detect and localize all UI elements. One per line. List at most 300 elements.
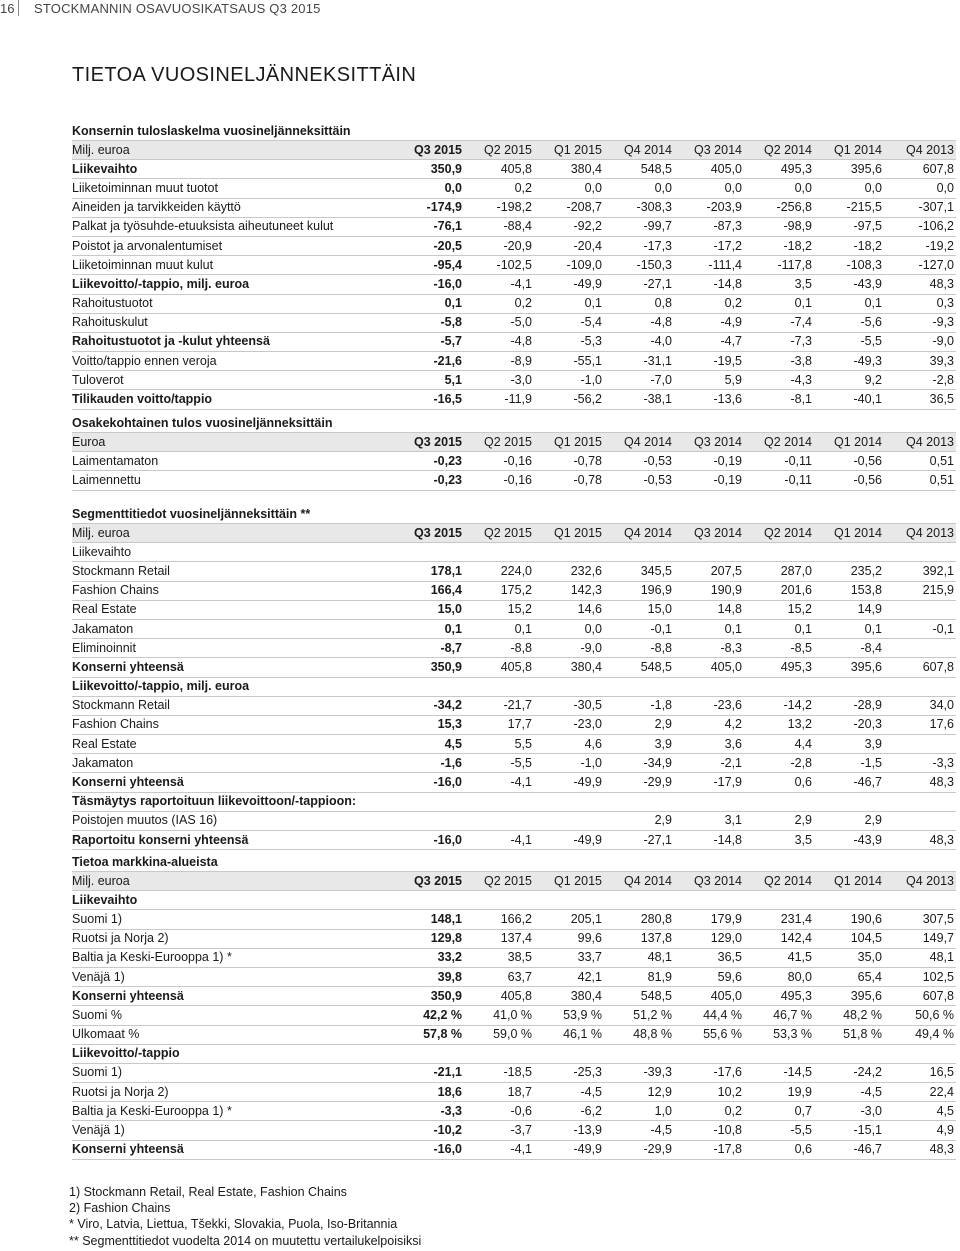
table-cell <box>534 891 604 910</box>
table-row <box>72 1140 956 1159</box>
section-title-income-statement: Konsernin tuloslaskelma vuosineljänneksittäin <box>72 124 351 138</box>
table-cell: -43,9 <box>814 275 884 294</box>
table-cell: 190,9 <box>674 581 744 600</box>
table-cell: 33,2 <box>386 948 464 967</box>
column-header: Q3 2014 <box>674 433 744 452</box>
table-row <box>72 352 956 371</box>
table-cell <box>884 735 956 754</box>
footnote-4: ** Segmenttitiedot vuodelta 2014 on muutettu vertailukelpoisiksi <box>69 1233 422 1248</box>
table-cell: -4,1 <box>464 773 534 792</box>
column-header: Q4 2013 <box>884 141 956 160</box>
table-cell: -39,3 <box>604 1063 674 1082</box>
table-row <box>72 294 956 313</box>
table-cell: 148,1 <box>386 910 464 929</box>
table-cell: 0,2 <box>464 294 534 313</box>
table-row <box>72 929 956 948</box>
column-header: Q1 2014 <box>814 524 884 543</box>
table-cell: -46,7 <box>814 773 884 792</box>
table-cell: 48,3 <box>884 831 956 850</box>
table-cell: 0,6 <box>744 773 814 792</box>
page-title: TIETOA VUOSINELJÄNNEKSITTÄIN <box>72 64 417 86</box>
table-cell <box>814 891 884 910</box>
table-cell <box>386 677 464 696</box>
table-cell: 178,1 <box>386 562 464 581</box>
table-cell <box>386 543 464 562</box>
table-cell: 607,8 <box>884 160 956 179</box>
column-header: Q3 2015 <box>386 141 464 160</box>
table-cell: -98,9 <box>744 217 814 236</box>
table-cell: 0,1 <box>814 619 884 638</box>
table-cell: -5,5 <box>464 754 534 773</box>
table-cell: 205,1 <box>534 910 604 929</box>
row-label: Venäjä 1) <box>72 967 386 986</box>
table-cell: 232,6 <box>534 562 604 581</box>
table-cell: -8,4 <box>814 639 884 658</box>
row-label: Konserni yhteensä <box>72 658 386 677</box>
table-cell <box>604 1044 674 1063</box>
row-label: Rahoitustuotot ja -kulut yhteensä <box>72 332 386 351</box>
table-cell: 2,9 <box>744 811 814 830</box>
table-cell: -198,2 <box>464 198 534 217</box>
table-cell: 50,6 % <box>884 1006 956 1025</box>
table-cell: 80,0 <box>744 967 814 986</box>
table-cell: 5,5 <box>464 735 534 754</box>
table-cell: 405,8 <box>464 987 534 1006</box>
table-cell <box>744 792 814 811</box>
table-cell: -7,0 <box>604 371 674 390</box>
table-cell: -5,8 <box>386 313 464 332</box>
table-cell: 395,6 <box>814 658 884 677</box>
row-label: Eliminoinnit <box>72 639 386 658</box>
row-label: Liikevoitto/-tappio, milj. euroa <box>72 275 386 294</box>
table-cell: -307,1 <box>884 198 956 217</box>
table-cell: 18,6 <box>386 1083 464 1102</box>
table-cell: -27,1 <box>604 831 674 850</box>
table-row <box>72 987 956 1006</box>
table-cell: -88,4 <box>464 217 534 236</box>
table-cell <box>814 792 884 811</box>
table-cell <box>604 677 674 696</box>
table-cell: -4,5 <box>534 1083 604 1102</box>
table-cell: -3,0 <box>464 371 534 390</box>
table-cell: 137,8 <box>604 929 674 948</box>
column-header: Q3 2015 <box>386 524 464 543</box>
table-row <box>72 1006 956 1025</box>
table-cell: 0,0 <box>744 179 814 198</box>
table-cell: 81,9 <box>604 967 674 986</box>
table-cell: 0,0 <box>814 179 884 198</box>
table-cell: 102,5 <box>884 967 956 986</box>
column-header: Q2 2014 <box>744 872 814 891</box>
table-row <box>72 160 956 179</box>
table-cell <box>464 891 534 910</box>
table-cell: -40,1 <box>814 390 884 409</box>
row-label: Fashion Chains <box>72 581 386 600</box>
table-row <box>72 371 956 390</box>
table-header-row <box>72 524 956 543</box>
table-cell: 129,0 <box>674 929 744 948</box>
table-cell <box>464 1044 534 1063</box>
row-label: Ruotsi ja Norja 2) <box>72 1083 386 1102</box>
table-row <box>72 831 956 850</box>
table-cell: 4,9 <box>884 1121 956 1140</box>
table-cell: 142,4 <box>744 929 814 948</box>
table-cell: -15,1 <box>814 1121 884 1140</box>
table-cell <box>884 639 956 658</box>
row-label: Milj. euroa <box>72 141 386 160</box>
page-header <box>0 0 960 24</box>
table-row <box>72 1025 956 1044</box>
table-cell <box>604 891 674 910</box>
table-cell: 345,5 <box>604 562 674 581</box>
table-cell: -20,5 <box>386 236 464 255</box>
table-cell: -17,2 <box>674 236 744 255</box>
column-header: Q4 2014 <box>604 433 674 452</box>
table-cell: -9,0 <box>884 332 956 351</box>
column-header: Q2 2014 <box>744 524 814 543</box>
column-header: Q4 2014 <box>604 141 674 160</box>
table-cell: -1,8 <box>604 696 674 715</box>
table-cell: 2,9 <box>604 715 674 734</box>
row-label: Stockmann Retail <box>72 562 386 581</box>
table-cell: -38,1 <box>604 390 674 409</box>
table-row <box>72 967 956 986</box>
table-cell: -19,5 <box>674 352 744 371</box>
table-header-row <box>72 141 956 160</box>
section-title-segments: Segmenttitiedot vuosineljänneksittäin ** <box>72 507 311 521</box>
page-number: 16 <box>0 1 15 16</box>
table-cell: -9,0 <box>534 639 604 658</box>
table-cell <box>884 543 956 562</box>
table-row <box>72 1083 956 1102</box>
table-cell: 0,1 <box>464 619 534 638</box>
table-cell: -0,53 <box>604 471 674 490</box>
table-cell: -14,8 <box>674 275 744 294</box>
table-cell: -3,3 <box>386 1102 464 1121</box>
table-cell: -5,6 <box>814 313 884 332</box>
table-row <box>72 217 956 236</box>
column-header: Q3 2014 <box>674 872 744 891</box>
table-cell: 224,0 <box>464 562 534 581</box>
table-cell: -4,5 <box>814 1083 884 1102</box>
table-row <box>72 658 956 677</box>
row-label: Liikevaihto <box>72 543 386 562</box>
table-cell: 0,0 <box>884 179 956 198</box>
table-cell: -4,8 <box>604 313 674 332</box>
table-cell: 0,1 <box>386 294 464 313</box>
table-cell: -1,6 <box>386 754 464 773</box>
table-cell: -0,53 <box>604 452 674 471</box>
column-header: Q1 2014 <box>814 872 884 891</box>
column-header: Q3 2014 <box>674 141 744 160</box>
table-cell: 307,5 <box>884 910 956 929</box>
column-header: Q4 2013 <box>884 872 956 891</box>
table-cell: -0,78 <box>534 452 604 471</box>
table-cell: -23,0 <box>534 715 604 734</box>
table-cell <box>884 792 956 811</box>
table-cell: 63,7 <box>464 967 534 986</box>
table-cell: -7,3 <box>744 332 814 351</box>
table-cell: -8,7 <box>386 639 464 658</box>
table-cell: 4,2 <box>674 715 744 734</box>
row-label: Raportoitu konserni yhteensä <box>72 831 386 850</box>
row-label: Jakamaton <box>72 754 386 773</box>
table-cell: -49,9 <box>534 1140 604 1159</box>
table-cell: 607,8 <box>884 987 956 1006</box>
column-header: Q1 2015 <box>534 433 604 452</box>
table-cell: -117,8 <box>744 256 814 275</box>
column-header: Q3 2014 <box>674 524 744 543</box>
table-cell: -20,3 <box>814 715 884 734</box>
row-label: Jakamaton <box>72 619 386 638</box>
row-label: Konserni yhteensä <box>72 987 386 1006</box>
table-cell: 51,2 % <box>604 1006 674 1025</box>
table-cell <box>674 891 744 910</box>
table-cell: 2,9 <box>814 811 884 830</box>
table-cell: -7,4 <box>744 313 814 332</box>
table-cell <box>534 792 604 811</box>
table-cell: 201,6 <box>744 581 814 600</box>
table-cell: 0,2 <box>674 294 744 313</box>
table-cell: 48,3 <box>884 275 956 294</box>
table-cell: 12,9 <box>604 1083 674 1102</box>
table-cell: 53,9 % <box>534 1006 604 1025</box>
table-cell: -14,2 <box>744 696 814 715</box>
table-cell: 0,0 <box>534 619 604 638</box>
table-cell: -17,6 <box>674 1063 744 1082</box>
table-cell: -0,11 <box>744 471 814 490</box>
column-header: Q1 2015 <box>534 872 604 891</box>
table-cell <box>884 1044 956 1063</box>
footnotes <box>69 1184 421 1249</box>
table-cell <box>744 677 814 696</box>
table-cell: -4,1 <box>464 1140 534 1159</box>
table-cell: 0,6 <box>744 1140 814 1159</box>
row-label: Aineiden ja tarvikkeiden käyttö <box>72 198 386 217</box>
table-cell: -21,1 <box>386 1063 464 1082</box>
table-cell <box>814 677 884 696</box>
table-cell: -24,2 <box>814 1063 884 1082</box>
table-cell: 395,6 <box>814 987 884 1006</box>
table-cell <box>534 1044 604 1063</box>
table-cell <box>464 677 534 696</box>
table-cell: -17,9 <box>674 773 744 792</box>
row-label: Milj. euroa <box>72 524 386 543</box>
table-cell: 3,9 <box>604 735 674 754</box>
table-cell: -215,5 <box>814 198 884 217</box>
table-cell: 196,9 <box>604 581 674 600</box>
table-cell: -109,0 <box>534 256 604 275</box>
table-cell <box>464 543 534 562</box>
footnote-2: 2) Fashion Chains <box>69 1201 171 1216</box>
table-cell: -2,8 <box>884 371 956 390</box>
row-label: Suomi 1) <box>72 1063 386 1082</box>
table-cell: 1,0 <box>604 1102 674 1121</box>
table-cell: -1,0 <box>534 371 604 390</box>
table-cell: 59,6 <box>674 967 744 986</box>
column-header: Q1 2015 <box>534 524 604 543</box>
row-label: Rahoitustuotot <box>72 294 386 313</box>
table-cell: -0,16 <box>464 452 534 471</box>
table-cell: -34,9 <box>604 754 674 773</box>
table-cell: 190,6 <box>814 910 884 929</box>
table-row <box>72 332 956 351</box>
table-cell: 350,9 <box>386 987 464 1006</box>
table-cell: 395,6 <box>814 160 884 179</box>
row-label: Tilikauden voitto/tappio <box>72 390 386 409</box>
table-cell: 33,7 <box>534 948 604 967</box>
table-cell: 3,9 <box>814 735 884 754</box>
table-cell: 231,4 <box>744 910 814 929</box>
table-cell: 48,1 <box>604 948 674 967</box>
table-cell: 0,1 <box>386 619 464 638</box>
table-cell: 0,1 <box>674 619 744 638</box>
table-cell: 15,2 <box>744 600 814 619</box>
table-cell: 129,8 <box>386 929 464 948</box>
table-cell: -0,16 <box>464 471 534 490</box>
table-cell: 350,9 <box>386 160 464 179</box>
table-cell: 280,8 <box>604 910 674 929</box>
table-cell: 34,0 <box>884 696 956 715</box>
table-cell: 0,3 <box>884 294 956 313</box>
table-cell: 405,0 <box>674 160 744 179</box>
table-cell: 0,1 <box>744 294 814 313</box>
table-cell: 405,0 <box>674 658 744 677</box>
table-cell: 35,0 <box>814 948 884 967</box>
table-cell: 15,0 <box>604 600 674 619</box>
table-cell: 36,5 <box>674 948 744 967</box>
table-row <box>72 313 956 332</box>
market-area-table <box>72 871 956 1160</box>
table-cell: -5,3 <box>534 332 604 351</box>
table-cell <box>744 891 814 910</box>
table-cell: 46,7 % <box>744 1006 814 1025</box>
table-cell: 15,2 <box>464 600 534 619</box>
table-cell: -16,0 <box>386 831 464 850</box>
table-row <box>72 179 956 198</box>
table-cell: -3,8 <box>744 352 814 371</box>
table-cell: 15,0 <box>386 600 464 619</box>
table-cell: -27,1 <box>604 275 674 294</box>
table-cell: -95,4 <box>386 256 464 275</box>
table-cell: 0,51 <box>884 452 956 471</box>
table-cell: -308,3 <box>604 198 674 217</box>
table-cell: 51,8 % <box>814 1025 884 1044</box>
table-cell: -3,3 <box>884 754 956 773</box>
table-cell: 548,5 <box>604 160 674 179</box>
table-cell: 5,1 <box>386 371 464 390</box>
table-cell: -34,2 <box>386 696 464 715</box>
table-cell: 0,1 <box>814 294 884 313</box>
table-cell: -127,0 <box>884 256 956 275</box>
table-cell: -9,3 <box>884 313 956 332</box>
table-cell <box>604 792 674 811</box>
table-cell: -16,5 <box>386 390 464 409</box>
table-cell: 495,3 <box>744 160 814 179</box>
table-row <box>72 1044 956 1063</box>
table-cell: -106,2 <box>884 217 956 236</box>
table-cell: 380,4 <box>534 160 604 179</box>
table-cell: -8,5 <box>744 639 814 658</box>
table-row <box>72 390 956 409</box>
table-cell: 3,6 <box>674 735 744 754</box>
table-cell: -76,1 <box>386 217 464 236</box>
table-cell: 19,9 <box>744 1083 814 1102</box>
table-row <box>72 452 956 471</box>
table-cell: 495,3 <box>744 658 814 677</box>
table-cell: 0,0 <box>534 179 604 198</box>
table-cell: 48,3 <box>884 773 956 792</box>
row-label: Konserni yhteensä <box>72 1140 386 1159</box>
table-cell: 153,8 <box>814 581 884 600</box>
row-label: Liikevoitto/-tappio, milj. euroa <box>72 677 386 696</box>
table-cell <box>744 543 814 562</box>
table-row <box>72 677 956 696</box>
table-cell: -10,2 <box>386 1121 464 1140</box>
table-row <box>72 754 956 773</box>
table-cell: -256,8 <box>744 198 814 217</box>
table-cell: -21,7 <box>464 696 534 715</box>
column-header: Q2 2015 <box>464 433 534 452</box>
table-cell: 46,1 % <box>534 1025 604 1044</box>
table-row <box>72 639 956 658</box>
table-cell: -6,2 <box>534 1102 604 1121</box>
table-cell: -19,2 <box>884 236 956 255</box>
table-cell: -28,9 <box>814 696 884 715</box>
table-cell: -3,0 <box>814 1102 884 1121</box>
column-header: Q2 2015 <box>464 141 534 160</box>
table-cell: 142,3 <box>534 581 604 600</box>
table-cell: -5,5 <box>814 332 884 351</box>
table-cell: 17,7 <box>464 715 534 734</box>
row-label: Milj. euroa <box>72 872 386 891</box>
table-cell: 0,1 <box>534 294 604 313</box>
table-row <box>72 562 956 581</box>
table-cell: -111,4 <box>674 256 744 275</box>
table-cell: 2,9 <box>604 811 674 830</box>
table-cell: -8,9 <box>464 352 534 371</box>
table-cell: 166,4 <box>386 581 464 600</box>
table-cell: 215,9 <box>884 581 956 600</box>
table-cell: -3,7 <box>464 1121 534 1140</box>
table-cell: 4,5 <box>884 1102 956 1121</box>
table-cell: 405,0 <box>674 987 744 1006</box>
table-cell: 3,1 <box>674 811 744 830</box>
table-cell: -8,8 <box>464 639 534 658</box>
table-cell: -49,9 <box>534 275 604 294</box>
table-cell: 495,3 <box>744 987 814 1006</box>
table-cell: 4,5 <box>386 735 464 754</box>
table-row <box>72 600 956 619</box>
table-cell <box>674 1044 744 1063</box>
table-row <box>72 696 956 715</box>
table-cell: 39,3 <box>884 352 956 371</box>
column-header: Q4 2013 <box>884 433 956 452</box>
table-cell <box>814 543 884 562</box>
row-label: Liikevaihto <box>72 160 386 179</box>
table-row <box>72 910 956 929</box>
table-cell <box>464 811 534 830</box>
table-cell: -102,5 <box>464 256 534 275</box>
table-cell: 22,4 <box>884 1083 956 1102</box>
table-header-row <box>72 872 956 891</box>
section-title-market-areas: Tietoa markkina-alueista <box>72 855 218 869</box>
row-label: Stockmann Retail <box>72 696 386 715</box>
table-cell: 55,6 % <box>674 1025 744 1044</box>
table-cell: 48,2 % <box>814 1006 884 1025</box>
row-label: Liikevoitto/-tappio <box>72 1044 386 1063</box>
table-cell: 235,2 <box>814 562 884 581</box>
